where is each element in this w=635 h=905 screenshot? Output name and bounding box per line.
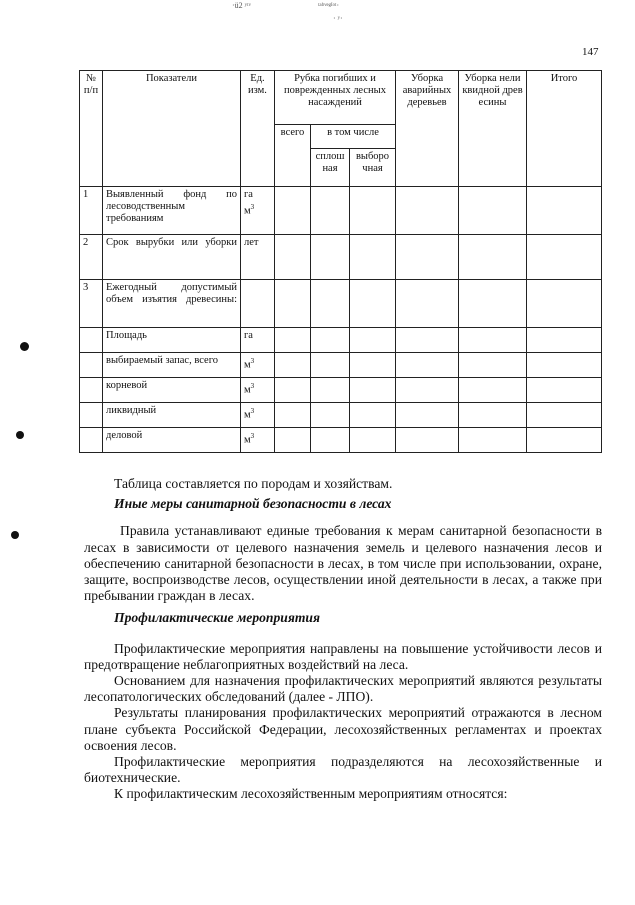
- table-row: [80, 378, 602, 403]
- scan-mark-top-left: ·ü2 ʸᵗᵛ: [232, 1, 251, 10]
- row-label: ликвидный: [103, 403, 241, 428]
- table-note: Таблица составляется по породам и хозяйствам.: [114, 476, 393, 491]
- row-unit: [241, 353, 275, 378]
- punch-hole-mark: [16, 431, 24, 439]
- table-row: [80, 328, 602, 353]
- paragraph-planning: Результаты планирования профилактических мероприятий отражаются в лесном плане субъекта Российской Федерации, лесохозяйственных регламентах и проектах освоения лесов.: [84, 705, 602, 753]
- header-num: № п/п: [80, 71, 103, 187]
- header-all: всего: [275, 125, 311, 187]
- unit-ha: га: [244, 189, 253, 200]
- table-row: [80, 428, 602, 453]
- header-indicators: Показатели: [103, 71, 241, 187]
- punch-hole-mark: [20, 342, 29, 351]
- paragraph-basis: Основанием для назначения профилактических мероприятий являются результаты лесопатологических обследований (далее - ЛПО).: [84, 673, 602, 705]
- row-unit: [241, 187, 275, 235]
- unit-m: м: [244, 384, 251, 396]
- row-label: Срок вырубки или уборки: [103, 235, 241, 280]
- row-unit: [241, 403, 275, 428]
- table-row: [80, 403, 602, 428]
- row-label: Ежегодный допустимый объем изъятия древесины:: [103, 280, 241, 328]
- table-row: [80, 280, 602, 328]
- section-heading-preventive: Профилактические мероприятия: [114, 610, 320, 626]
- scan-mark-top-small: · ʸ·: [333, 14, 343, 23]
- unit-superscript: 3: [250, 382, 255, 390]
- row-unit: [241, 428, 275, 453]
- unit-superscript: 3: [250, 432, 255, 440]
- row-unit: [241, 280, 275, 328]
- header-selective: выборо чная: [350, 149, 396, 187]
- row-label: выбираемый запас, всего: [103, 353, 241, 378]
- header-including: в том числе: [311, 125, 396, 149]
- header-clear: сплош ная: [311, 149, 350, 187]
- header-unit: Ед. изм.: [241, 71, 275, 187]
- document-body: [84, 476, 602, 803]
- header-emergency: Уборка аварийных деревьев: [396, 71, 459, 187]
- forest-indicators-table: [79, 70, 602, 453]
- table-row: [80, 187, 602, 235]
- row-label: Площадь: [103, 328, 241, 353]
- row-num: 2: [80, 235, 103, 280]
- punch-hole-mark: [11, 531, 19, 539]
- page-number: 147: [582, 46, 599, 58]
- paragraph-list-intro: К профилактическим лесохозяйственным мероприятиям относятся:: [114, 786, 508, 802]
- header-felling: Рубка погибших и поврежденных лесных насаждений: [275, 71, 396, 125]
- paragraph-types: Профилактические мероприятия подразделяются на лесохозяйственные и биотехнические.: [84, 754, 602, 786]
- unit-m: м: [244, 359, 251, 371]
- unit-m: м: [244, 409, 251, 421]
- table-row: [80, 353, 602, 378]
- header-illiquid: Уборка неликвидной древесины: [459, 71, 527, 187]
- table-row: [80, 235, 602, 280]
- unit-m: м: [244, 205, 251, 217]
- unit-superscript: 3: [250, 203, 255, 211]
- scan-mark-top-right: ᵗᵃᵇᵛᵉᵍᴵᵒᵗ·: [318, 1, 340, 10]
- row-label: корневой: [103, 378, 241, 403]
- row-unit: га: [241, 328, 275, 353]
- row-num: 1: [80, 187, 103, 235]
- paragraph-preventive: Профилактические мероприятия направлены на повышение устойчивости лесов и предотвращение неблагоприятных воздействий на леса.: [84, 640, 602, 672]
- header-total: Итого: [527, 71, 602, 187]
- row-unit: лет: [241, 235, 275, 280]
- row-label: Выявленный фонд по лесоводственным требованиям: [103, 187, 241, 235]
- row-unit: [241, 378, 275, 403]
- row-label: деловой: [103, 428, 241, 453]
- paragraph-rules: Правила устанавливают единые требования к мерам санитарной безопасности в лесах в зависимости от целевого назначения земель и целевого назначения лесов и обеспечению санитарной безопасности в лесах, в том числе при использовании, охране, защите, воспроизводстве лесов, осуществлении иной деятельности в лесах, а также при пребывании граждан в лесах.: [84, 523, 602, 604]
- section-heading-sanitary: Иные меры санитарной безопасности в лесах: [114, 496, 392, 512]
- unit-superscript: 3: [250, 407, 255, 415]
- unit-superscript: 3: [250, 357, 255, 365]
- row-num: 3: [80, 280, 103, 328]
- unit-m: м: [244, 434, 251, 446]
